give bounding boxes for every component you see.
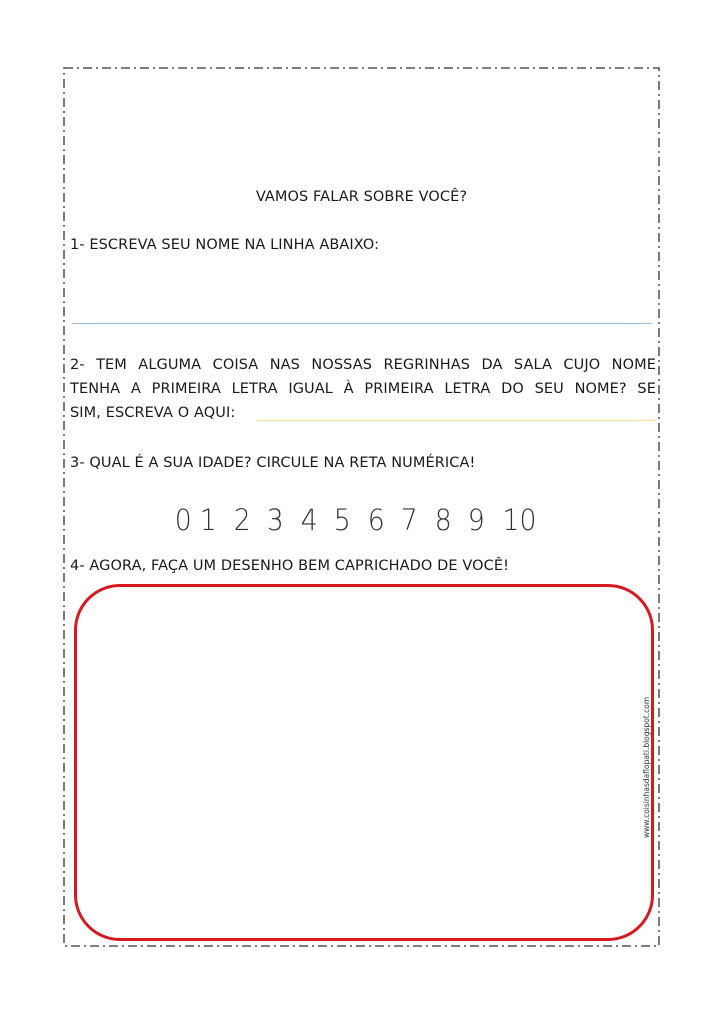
name-answer-line[interactable] [72, 323, 652, 324]
rule-answer-line[interactable] [256, 420, 655, 421]
number-4[interactable]: 4 [300, 503, 318, 537]
number-2[interactable]: 2 [233, 503, 251, 537]
number-1[interactable]: 1 [200, 503, 218, 537]
question-1: 1- ESCREVA SEU NOME NA LINHA ABAIXO: [70, 237, 380, 253]
number-7[interactable]: 7 [400, 503, 418, 537]
number-8[interactable]: 8 [434, 503, 452, 537]
number-3[interactable]: 3 [267, 503, 285, 537]
worksheet-title: VAMOS FALAR SOBRE VOCÊ? [255, 189, 468, 205]
number-9[interactable]: 9 [467, 503, 485, 537]
question-3: 3- QUAL É A SUA IDADE? CIRCULE NA RETA NUMÉRICA! [70, 455, 476, 471]
blog-watermark: www.coisinhasdaflopati.blogspot.com [642, 696, 651, 838]
number-5[interactable]: 5 [334, 503, 351, 537]
number-0[interactable]: 0 [174, 503, 192, 537]
number-line [174, 503, 552, 537]
number-10[interactable]: 10 [502, 503, 536, 537]
number-6[interactable]: 6 [367, 503, 385, 537]
question-2-line-3: SIM, ESCREVA O AQUI: [70, 405, 236, 421]
question-4: 4- AGORA, FAÇA UM DESENHO BEM CAPRICHADO DE VOCÊ! [70, 558, 510, 574]
drawing-area[interactable] [74, 584, 654, 941]
question-2-line-1: 2- TEM ALGUMA COISA NAS NOSSAS REGRINHAS DA SALA CUJO NOME [70, 357, 656, 373]
question-2-line-2: TENHA A PRIMEIRA LETRA IGUAL À PRIMEIRA LETRA DO SEU NOME? SE [70, 381, 656, 397]
